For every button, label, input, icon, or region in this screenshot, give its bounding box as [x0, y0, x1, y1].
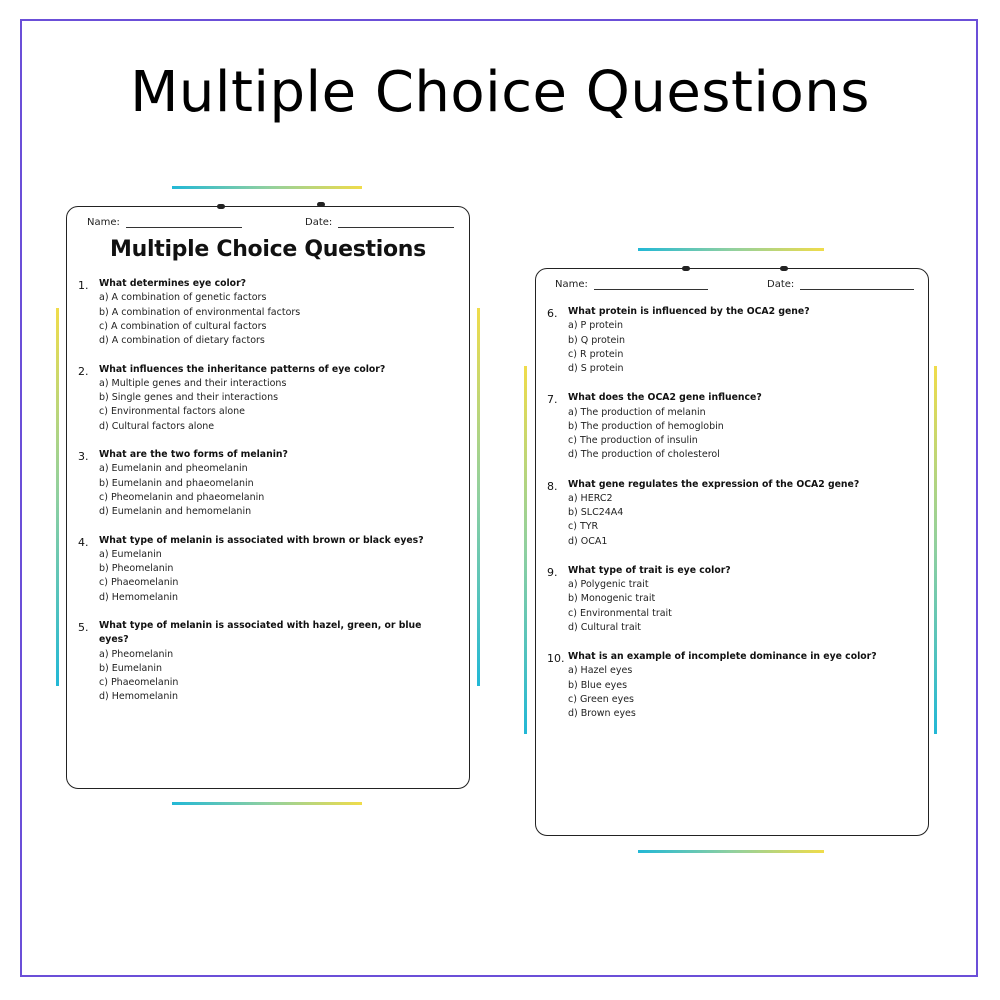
question-block — [78, 277, 438, 348]
answer-option[interactable]: c) Phaeomelanin — [99, 577, 179, 589]
question-block — [78, 619, 438, 705]
date-field[interactable] — [305, 217, 454, 228]
answer-option[interactable]: c) Pheomelanin and phaeomelanin — [99, 491, 265, 503]
binder-clip — [682, 266, 690, 271]
answer-option[interactable]: b) Pheomelanin — [99, 563, 174, 575]
answer-option[interactable]: c) Environmental factors alone — [99, 406, 246, 418]
answer-option[interactable]: d) Hemomelanin — [99, 591, 179, 603]
question-number: 2. — [78, 364, 89, 378]
answer-option[interactable]: a) Hazel eyes — [568, 665, 633, 677]
answer-option[interactable]: c) TYR — [568, 521, 599, 533]
answer-option[interactable]: b) Q protein — [568, 334, 626, 346]
binder-clip — [217, 204, 225, 209]
answer-option[interactable]: a) HERC2 — [568, 492, 613, 504]
name-label: Name: — [555, 279, 588, 290]
question-text: What type of melanin is associated with brown or black eyes? — [99, 534, 424, 546]
question-text: What influences the inheritance patterns of eye color? — [99, 363, 386, 375]
decor-line-right-inner — [524, 366, 527, 734]
answer-option[interactable]: a) A combination of genetic factors — [99, 292, 267, 304]
answer-option[interactable]: d) Cultural factors alone — [99, 420, 215, 432]
answer-option[interactable]: b) Eumelanin — [99, 662, 163, 674]
answer-option[interactable]: a) The production of melanin — [568, 406, 706, 418]
question-text: What determines eye color? — [99, 278, 247, 289]
question-text: What type of melanin is associated with hazel, green, or blue eyes? — [99, 620, 422, 646]
answer-option[interactable]: c) Environmental trait — [568, 607, 672, 619]
answer-option[interactable]: b) SLC24A4 — [568, 507, 624, 519]
question-number: 10. — [547, 652, 565, 666]
name-line — [594, 279, 708, 290]
answer-option[interactable]: a) P protein — [568, 320, 624, 332]
answer-option[interactable]: a) Eumelanin — [99, 548, 162, 560]
question-number: 4. — [78, 535, 89, 549]
worksheet-right — [535, 268, 929, 836]
question-block — [547, 391, 907, 462]
question-block — [78, 363, 438, 434]
decor-line-top-left — [172, 186, 362, 189]
answer-option[interactable]: b) Blue eyes — [568, 679, 628, 691]
question-text: What type of trait is eye color? — [568, 564, 731, 576]
answer-option[interactable]: d) A combination of dietary factors — [99, 335, 265, 347]
question-text: What is an example of incomplete dominance in eye color? — [568, 651, 877, 663]
decor-line-left-outer — [56, 308, 59, 686]
answer-option[interactable]: d) OCA1 — [568, 535, 608, 547]
answer-option[interactable]: a) Pheomelanin — [99, 648, 174, 660]
question-block — [547, 478, 907, 549]
answer-option[interactable]: b) The production of hemoglobin — [568, 420, 724, 432]
decor-line-bottom-right — [638, 850, 824, 853]
answer-option[interactable]: c) Green eyes — [568, 694, 634, 706]
answer-option[interactable]: d) The production of cholesterol — [568, 449, 720, 461]
name-field[interactable] — [87, 217, 242, 228]
date-label: Date: — [767, 279, 795, 290]
date-field[interactable] — [767, 279, 914, 290]
question-block — [547, 564, 907, 635]
answer-option[interactable]: c) R protein — [568, 348, 624, 360]
question-number: 6. — [547, 307, 558, 320]
answer-option[interactable]: b) Single genes and their interactions — [99, 392, 279, 404]
question-block — [78, 448, 438, 519]
question-number: 5. — [78, 621, 89, 634]
answer-option[interactable]: d) Brown eyes — [568, 708, 636, 720]
name-field[interactable] — [555, 279, 708, 290]
name-line — [126, 217, 242, 228]
question-block — [78, 534, 438, 605]
date-line — [338, 217, 454, 228]
answer-option[interactable]: a) Eumelanin and pheomelanin — [99, 463, 248, 475]
answer-option[interactable]: a) Polygenic trait — [568, 579, 649, 591]
question-text: What protein is influenced by the OCA2 gene? — [568, 306, 810, 317]
question-number: 1. — [78, 279, 89, 292]
answer-option[interactable]: d) Eumelanin and hemomelanin — [99, 506, 252, 518]
worksheet-title: Multiple Choice Questions — [110, 237, 426, 262]
answer-option[interactable]: b) Eumelanin and phaeomelanin — [99, 477, 254, 489]
date-label: Date: — [305, 217, 333, 228]
answer-option[interactable]: d) Hemomelanin — [99, 691, 179, 703]
binder-clip — [317, 202, 325, 207]
question-number: 3. — [78, 450, 89, 463]
date-line — [800, 279, 914, 290]
worksheet-left — [66, 206, 470, 789]
question-text: What are the two forms of melanin? — [99, 449, 288, 460]
answer-option[interactable]: b) Monogenic trait — [568, 593, 656, 605]
answer-option[interactable]: a) Multiple genes and their interactions — [99, 377, 287, 389]
question-number: 9. — [547, 565, 558, 579]
name-label: Name: — [87, 217, 120, 228]
answer-option[interactable]: d) S protein — [568, 363, 624, 375]
answer-option[interactable]: c) The production of insulin — [568, 435, 698, 447]
question-block — [547, 305, 907, 376]
answer-option[interactable]: b) A combination of environmental factors — [99, 306, 301, 318]
question-block — [547, 650, 907, 721]
answer-option[interactable]: d) Cultural trait — [568, 622, 641, 634]
page-title: Multiple Choice Questions — [130, 60, 870, 125]
decor-line-right-outer — [934, 366, 937, 734]
question-number: 7. — [547, 393, 558, 407]
question-text: What does the OCA2 gene influence? — [568, 392, 762, 404]
decor-line-left-inner — [477, 308, 480, 686]
decor-line-top-right — [638, 248, 824, 251]
question-number: 8. — [547, 479, 558, 493]
decor-line-bottom-left — [172, 802, 362, 805]
question-text: What gene regulates the expression of the OCA2 gene? — [568, 478, 860, 490]
answer-option[interactable]: c) A combination of cultural factors — [99, 320, 267, 332]
answer-option[interactable]: c) Phaeomelanin — [99, 677, 179, 689]
binder-clip — [780, 266, 788, 271]
